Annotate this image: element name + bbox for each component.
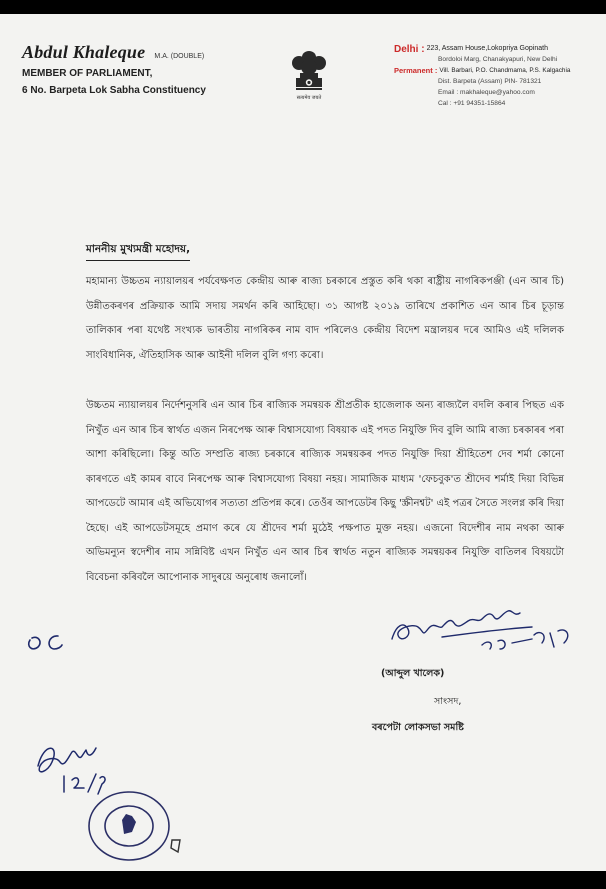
permanent-address-line-1: Vill. Barbari, P.O. Chandmama, P.S. Kalgachia — [439, 67, 571, 74]
sender-name: Abdul Khaleque — [22, 42, 146, 62]
national-emblem-icon — [287, 47, 331, 119]
handwritten-oc-mark — [24, 626, 84, 656]
signature-mark — [382, 599, 582, 661]
signatory-name: (আব্দুল খালেক) — [381, 668, 445, 679]
permanent-label: Permanent : — [394, 66, 438, 75]
letterhead-name-line — [22, 42, 204, 63]
signatory-title: সাংসদ, — [434, 696, 462, 707]
delhi-address-line-1: 223, Assam House,Lokopriya Gopinath — [426, 45, 548, 52]
body-paragraph-1: মহামান্য উচ্চতম ন্যায়ালয়ৰ পৰ্যবেক্ষণত কেন্দ্ৰীয় আৰু ৰাজ্য চৰকাৰে প্ৰস্তুত কৰি থকা ৰাষ্ট্ৰীয় নাগৰিকপঞ্জী (এন আৰ চি) উন্নীতকৰণৰ প্ৰক্ৰিয়াক আমি সদায় সমৰ্থন কৰি আহিছো। ৩১ আগষ্ট ২০১৯ তাৰিখে প্ৰকাশিত এন আৰ চিৰ চূড়ান্ত তালিকাৰ পৰা যথেষ্ট সংখ্যক ভাৰতীয় নাগৰিকৰ নাম বাদ পৰিলেও কেন্দ্ৰীয় বিদেশ মন্ত্ৰালয়ৰ দৰে আমিও এই দলিলক সাংবিধানিক, ঐতিহাসিক আৰু আইনী দলিল বুলি গণ্য কৰো। — [86, 276, 564, 361]
body-paragraph-2: উচ্চতম ন্যায়ালয়ৰ নিৰ্দেশনুসৰি এন আৰ চিৰ ৰাজ্যিক সমন্বয়ক শ্ৰীপ্ৰতীক হাজেলাক অন্য ৰাজ্যলৈ বদলি কৰাৰ পিছত এক নিখুঁত এন আৰ চিৰ স্বাৰ্থত এজন নিৰপেক্ষ আৰু বিশ্বাসযোগ্য বিষয়াক এই পদত নিযুক্তি দিব বুলি আমি ৰাজ্য চৰকাৰৰ পৰা আশা কৰিছিলো। কিন্তু অতি সম্প্ৰতি ৰাজ্য চৰকাৰে ৰাজ্যিক সমন্বয়কৰ পদত নিযুক্তি দিয়া শ্ৰীহিতেশ দেব শৰ্মা কোনো কাৰণতে এই কামৰ বাবে নিৰপেক্ষ আৰু বিশ্বাসযোগ্য বিষয়া নহয়। সামাজিক মাধ্যম 'ফেচবুক'ত শ্ৰীদেব শৰ্মাই দিয়া বিভিন্ন আপডেটে আমাৰ এই অভিযোগৰ সত্যতা প্ৰতিপন্ন কৰে। তেওঁৰ আপডেটৰ কিছু 'স্ক্ৰীনশ্বট' এই পত্ৰৰ সৈতে সংলগ্ন কৰি দিয়া হৈছে। এই আপডেটসমূহে প্ৰমাণ কৰে যে শ্ৰীদেব শৰ্মা মুঠেই পক্ষপাত মুক্ত নহয়। এজনো বিদেশীৰ নাম নথকা আৰু অভিমন্যুন স্বদেশীৰ নাম সন্নিবিষ্ট এখন নিখুঁত এন আৰ চিৰ স্বাৰ্থত নতুন ৰাজ্যিক সমন্বয়কৰ নিযুক্তি বাতিলৰ বিষয়টো বিবেচনা কৰিবলৈ আপোনাক সাদুৰয়ে অনুৰোধ জনালোঁ। — [86, 400, 564, 583]
sender-constituency: 6 No. Barpeta Lok Sabha Constituency — [22, 85, 206, 96]
salutation: মাননীয় মুখ্যমন্ত্ৰী মহোদয়, — [86, 242, 190, 261]
svg-text:सत्यमेव जयते: सत्यमेव जयते — [296, 95, 322, 101]
top-black-bar — [0, 0, 606, 14]
pencil-mark-icon — [168, 836, 184, 856]
delhi-label: Delhi : — [394, 44, 425, 55]
signatory-constituency: বৰপেটা লোকসভা সমষ্টি — [372, 722, 464, 733]
letter-page — [0, 14, 606, 871]
cell-line: Cal : +91 94351-15864 — [438, 100, 506, 107]
permanent-address-line-2: Dist. Barpeta (Assam) PIN- 781321 — [438, 78, 542, 85]
bottom-black-bar — [0, 871, 606, 889]
sender-qualification: M.A. (DOUBLE) — [154, 53, 205, 60]
email-line: Email : makhaleque@yahoo.com — [438, 89, 535, 96]
sender-designation: MEMBER OF PARLIAMENT, — [22, 68, 153, 79]
delhi-address-line-2: Bordoloi Marg, Chanakyapuri, New Delhi — [438, 56, 558, 63]
